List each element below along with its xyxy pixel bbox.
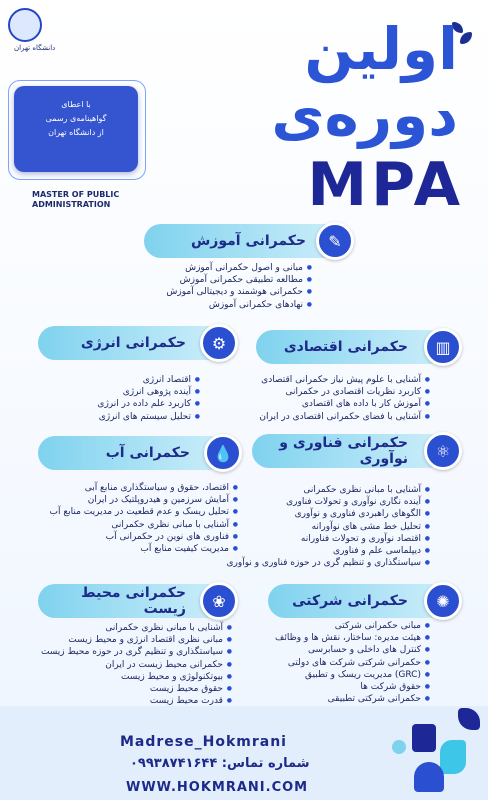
title-line-2: دوره‌ی xyxy=(271,81,458,149)
list-item: ● کاربرد نظریات اقتصادی در حکمرانی xyxy=(259,386,430,398)
list-item: ● مدیریت کیفیت منابع آب xyxy=(50,543,239,555)
section-technology-title: حکمرانی فناوری و نوآوری xyxy=(279,435,408,467)
list-item: ● آشنایی با فضای حکمرانی اقتصادی در ایران xyxy=(259,411,430,423)
list-item: ● (GRC) مدیریت ریسک و تطبیق xyxy=(275,669,430,681)
section-environment-title: حکمرانی محیط زیست xyxy=(81,585,186,617)
mpa-en-line-1: MASTER OF PUBLIC xyxy=(32,190,120,199)
network-icon: ✺ xyxy=(424,582,462,620)
list-item: ● تحلیل سیستم های انرژی xyxy=(97,411,200,423)
certificate-badge xyxy=(14,86,138,172)
section-technology-list xyxy=(226,484,430,569)
list-item: ● آینده پژوهی انرژی xyxy=(97,386,200,398)
social-handle[interactable]: Madrese_Hokmrani xyxy=(120,734,287,750)
mpa-title: MPA xyxy=(307,150,464,220)
list-item: ● حقوق محیط زیست xyxy=(41,683,232,695)
list-item: ● تحلیل ریسک و عدم قطعیت در مدیریت منابع آب xyxy=(50,506,239,518)
list-item: ● اقتصاد نوآوری و تحولات فناورانه xyxy=(226,533,430,545)
list-item: ● آشنایی با مبانی نظری حکمرانی xyxy=(41,622,232,634)
list-item: ● کاربرد علم داده در انرژی xyxy=(97,398,200,410)
university-logo xyxy=(8,8,42,42)
section-education-title: حکمرانی آموزش xyxy=(190,233,306,249)
list-item: ● آشنایی با مبانی نظری حکمرانی xyxy=(50,519,239,531)
section-economy-list xyxy=(259,374,430,423)
section-environment-header xyxy=(38,584,224,618)
list-item: ● مطالعه تطبیقی حکمرانی آموزش xyxy=(166,274,312,286)
list-item: ● فناوری های نوین در حکمرانی آب xyxy=(50,531,239,543)
page-title xyxy=(178,16,458,148)
title-line-1: اولین xyxy=(304,15,458,83)
list-item: ● آموزش کار با داده های اقتصادی xyxy=(259,398,430,410)
leaf-icon: ❀ xyxy=(200,582,238,620)
list-item: ● آشنایی با مبانی نظری حکمرانی xyxy=(226,484,430,496)
list-item: ● آینده نگاری نوآوری و تحولات فناوری xyxy=(226,496,430,508)
section-corporate-header xyxy=(268,584,450,618)
section-technology-header xyxy=(252,434,451,468)
section-water-list xyxy=(50,482,239,555)
section-education-list xyxy=(166,262,312,311)
section-energy-title: حکمرانی انرژی xyxy=(80,335,186,351)
list-item: ● حقوق شرکت ها xyxy=(275,681,430,693)
water-drop-icon: 💧 xyxy=(204,434,242,472)
list-item: ● مبانی نظری اقتصاد انرژی و محیط زیست xyxy=(41,634,232,646)
section-education-header xyxy=(144,224,344,258)
list-item: ● سیاستگذاری و تنظیم گری در حوزه محیط زیست xyxy=(41,646,232,658)
footer-decoration xyxy=(392,706,488,800)
section-corporate-title: حکمرانی شرکتی xyxy=(292,593,408,609)
list-item: ● حکمرانی هوشمند و دیجیتالی آموزش xyxy=(166,286,312,298)
list-item: ● مبانی حکمرانی شرکتی xyxy=(275,620,430,632)
bar-chart-icon: ▥ xyxy=(424,328,462,366)
list-item: ● آشنایی با علوم پیش نیاز حکمرانی اقتصادی xyxy=(259,374,430,386)
mpa-english-caption xyxy=(32,190,119,210)
list-item: ● هیئت مدیره: ساختار، نقش ها و وظائف xyxy=(275,632,430,644)
list-item: ● بیوتکنولوژی و محیط زیست xyxy=(41,671,232,683)
section-economy-header xyxy=(256,330,451,364)
badge-line-3: از دانشگاه تهران xyxy=(48,128,104,137)
badge-line-1: با اعطای xyxy=(61,100,91,109)
chip-icon: ⚛ xyxy=(424,432,462,470)
section-environment-list xyxy=(41,622,232,720)
list-item: ● قدرت محیط زیست xyxy=(41,695,232,707)
list-item: ● مبانی و اصول حکمرانی آموزش xyxy=(166,262,312,274)
section-economy-title: حکمرانی اقتصادی xyxy=(283,339,408,355)
section-water-header xyxy=(38,436,233,470)
list-item: ● اقتصاد انرژی xyxy=(97,374,200,386)
list-item: ● کنترل های داخلی و حسابرسی xyxy=(275,644,430,656)
list-item: ● دیپلماسی علم و فناوری xyxy=(226,545,430,557)
pen-icon: ✎ xyxy=(316,222,354,260)
mpa-en-line-2: ADMINISTRATION xyxy=(32,200,111,209)
section-water-title: حکمرانی آب xyxy=(105,445,190,461)
contact-phone[interactable]: شماره تماس: ۰۹۹۳۸۷۴۱۶۴۴ xyxy=(130,756,310,771)
list-item: ● الگوهای راهبردی فناوری و نوآوری xyxy=(226,508,430,520)
badge-line-2: گواهینامه‌ی رسمی xyxy=(45,114,107,123)
list-item: ● حکمرانی شرکتی شرکت های دولتی xyxy=(275,657,430,669)
list-item: ● حکمرانی محیط زیست در ایران xyxy=(41,659,232,671)
list-item: ● اقتصاد، حقوق و سیاستگذاری منابع آبی xyxy=(50,482,239,494)
list-item: ● سیاستگذاری و تنظیم گری در حوزه فناوری و نوآوری xyxy=(226,557,430,569)
list-item: ● تحلیل خط مشی های نوآورانه xyxy=(226,521,430,533)
gear-icon: ⚙ xyxy=(200,324,238,362)
logo-caption: دانشگاه تهران xyxy=(14,44,56,52)
list-item: ● حکمرانی شرکتی تطبیقی xyxy=(275,693,430,705)
list-item: ● نهادهای حکمرانی آموزش xyxy=(166,299,312,311)
section-corporate-list xyxy=(275,620,430,705)
website-link[interactable]: WWW.HOKMRANI.COM xyxy=(126,780,309,795)
section-energy-header xyxy=(38,326,227,360)
section-energy-list xyxy=(97,374,200,423)
list-item: ● آمایش سرزمین و هیدروپلتیک در ایران xyxy=(50,494,239,506)
